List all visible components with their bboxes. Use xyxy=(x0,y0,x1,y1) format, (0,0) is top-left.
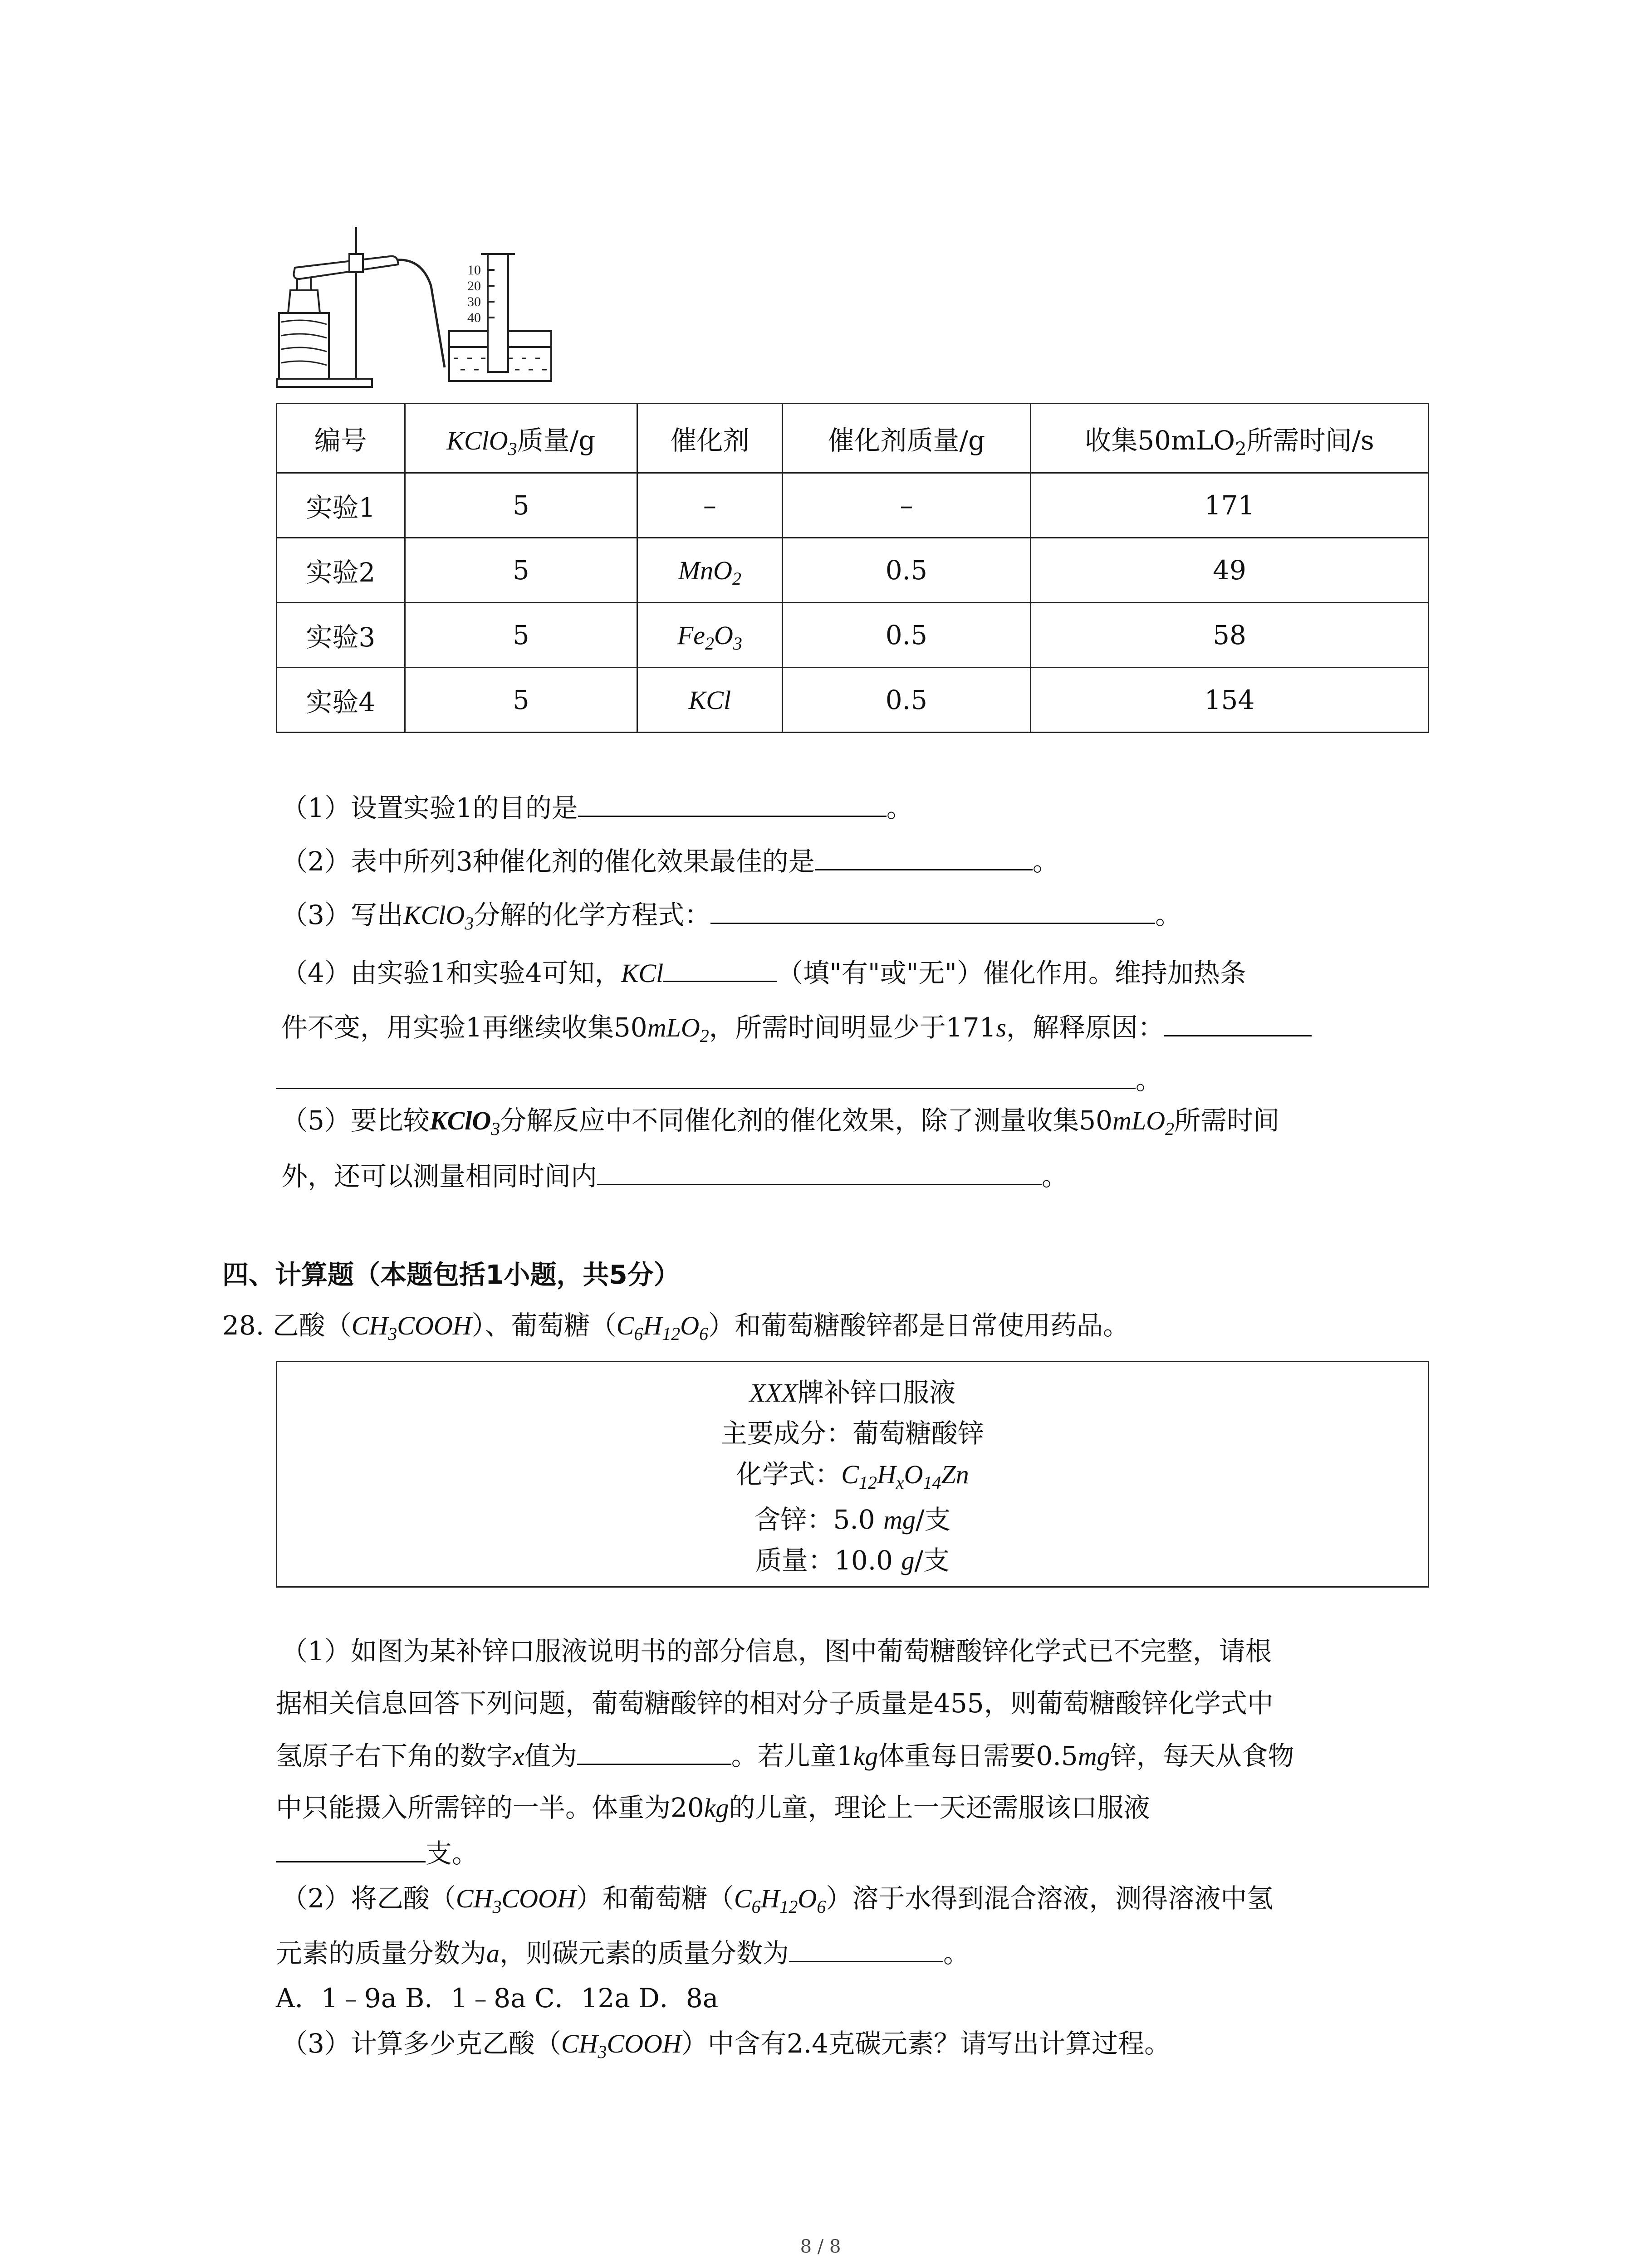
header-time: 收集50mLO$_2$所需时间/s xyxy=(1031,404,1429,473)
cell-catalyst: KCl xyxy=(637,668,783,733)
answer-blank[interactable] xyxy=(710,896,1155,924)
cell-time: 154 xyxy=(1031,668,1429,733)
question-28-3: （3）计算多少克乙酸$(CH_3COOH)$中含有2.4克碳元素？请写出计算过程。 xyxy=(281,2028,1171,2062)
answer-blank[interactable] xyxy=(276,1061,1136,1089)
label-product-name: XXX牌补锌口服液 xyxy=(749,1377,956,1408)
answer-blank[interactable] xyxy=(663,954,777,982)
cell-catalyst-mass: 0.5 xyxy=(782,668,1030,733)
answer-blank[interactable] xyxy=(597,1158,1042,1185)
label-formula: 化学式：$C_{12}H_xO_{14}Zn$ xyxy=(736,1459,969,1493)
answer-blank[interactable] xyxy=(815,843,1033,870)
question-28-1-line5: 支。 xyxy=(276,1835,478,1872)
cell-catalyst: $Fe_2O_3$ xyxy=(637,603,783,668)
scale-mark: 10 xyxy=(467,263,481,278)
cell-id: 实验2 xyxy=(277,538,405,603)
section-heading: 四、计算题（本题包括1小题，共5分） xyxy=(222,1259,680,1290)
cell-time: 49 xyxy=(1031,538,1429,603)
question-27-5-line1: （5）要比较KClO$_3$分解反应中不同催化剂的催化效果，除了测量收集50mLO$_2$所需时间 xyxy=(281,1105,1280,1139)
answer-blank[interactable] xyxy=(789,1935,943,1962)
cell-time: 58 xyxy=(1031,603,1429,668)
answer-blank[interactable] xyxy=(577,1737,731,1765)
cell-kclo3: 5 xyxy=(405,603,637,668)
scale-mark: 40 xyxy=(467,310,481,325)
answer-blank[interactable] xyxy=(578,789,887,817)
label-ingredient: 主要成分：葡萄糖酸锌 xyxy=(720,1418,984,1449)
question-27-5-line2: 外，还可以测量相同时间内 。 xyxy=(281,1158,1068,1194)
question-27-4-line2: 件不变，用实验1再继续收集50mLO$_2$，所需时间明显少于171s，解释原因： xyxy=(281,1009,1312,1046)
cell-catalyst-mass: 0.5 xyxy=(782,603,1030,668)
question-28-2-line1: （2）将乙酸$(CH_3COOH)$和葡萄糖$(C_6H_{12}O_6)$溶于水得到混合溶液，测得溶液中氢 xyxy=(281,1883,1274,1917)
question-27-2: （2）表中所列3种催化剂的催化效果最佳的是 。 xyxy=(281,843,1059,880)
answer-blank[interactable] xyxy=(276,1835,426,1862)
table-row xyxy=(277,603,1429,668)
cell-kclo3: 5 xyxy=(405,668,637,733)
question-28-1-line3: 氢原子右下角的数字x值为 。若儿童1kg体重每日需要0.5mg锌，每天从食物 xyxy=(276,1737,1294,1774)
question-28-1-line2: 据相关信息回答下列问题，葡萄糖酸锌的相对分子质量是455，则葡萄糖酸锌化学式中 xyxy=(276,1688,1274,1719)
question-28-intro: 28. 乙酸$(CH_3COOH)$、葡萄糖$(C_6H_{12}O_6)$和葡萄糖酸锌都是日常使用药品。 xyxy=(222,1310,1130,1344)
question-27-4-line1: （4）由实验1和实验4可知，KCl （填"有"或"无"）催化作用。维持加热条 xyxy=(281,954,1246,992)
question-28-1-line4: 中只能摄入所需锌的一半。体重为20kg的儿童，理论上一天还需服该口服液 xyxy=(276,1792,1150,1823)
experiment-apparatus-figure xyxy=(268,222,576,401)
cell-id: 实验4 xyxy=(277,668,405,733)
table-row xyxy=(277,538,1429,603)
cell-catalyst-mass: 0.5 xyxy=(782,538,1030,603)
cell-id: 实验1 xyxy=(277,473,405,538)
question-27-1: （1）设置实验1的目的是 。 xyxy=(281,789,913,826)
page-number: 8 / 8 xyxy=(800,2236,841,2257)
cell-catalyst-mass: – xyxy=(782,473,1030,538)
header-catalyst-mass: 催化剂质量/g xyxy=(782,404,1030,473)
table-row xyxy=(277,473,1429,538)
label-mass: 质量：10.0 g/支 xyxy=(755,1545,950,1576)
header-catalyst: 催化剂 xyxy=(637,404,783,473)
header-kclo3-mass: KClO$_3$质量/g xyxy=(405,404,637,473)
question-27-3: （3）写出KClO$_3$分解的化学方程式： 。 xyxy=(281,896,1181,934)
answer-blank[interactable] xyxy=(1164,1009,1312,1036)
label-zinc-content: 含锌：5.0 mg/支 xyxy=(754,1504,951,1535)
product-label-box xyxy=(276,1361,1429,1588)
question-27-4-line3: 。 xyxy=(276,1061,1162,1098)
cell-time: 171 xyxy=(1031,473,1429,538)
table-header-row xyxy=(277,404,1429,473)
table-row xyxy=(277,668,1429,733)
cell-kclo3: 5 xyxy=(405,473,637,538)
cell-kclo3: 5 xyxy=(405,538,637,603)
header-id: 编号 xyxy=(277,404,405,473)
question-28-2-options: A．1﹣9a B．1﹣8a C．12a D．8a xyxy=(276,1983,719,2014)
cell-catalyst: – xyxy=(637,473,783,538)
experiment-data-table xyxy=(276,403,1429,733)
cell-id: 实验3 xyxy=(277,603,405,668)
cell-catalyst: MnO$_2$ xyxy=(637,538,783,603)
question-28-1-line1: （1）如图为某补锌口服液说明书的部分信息，图中葡萄糖酸锌化学式已不完整，请根 xyxy=(281,1636,1272,1667)
scale-mark: 20 xyxy=(467,279,481,293)
question-28-2-line2: 元素的质量分数为a，则碳元素的质量分数为 。 xyxy=(276,1935,970,1972)
scale-mark: 30 xyxy=(467,294,481,309)
